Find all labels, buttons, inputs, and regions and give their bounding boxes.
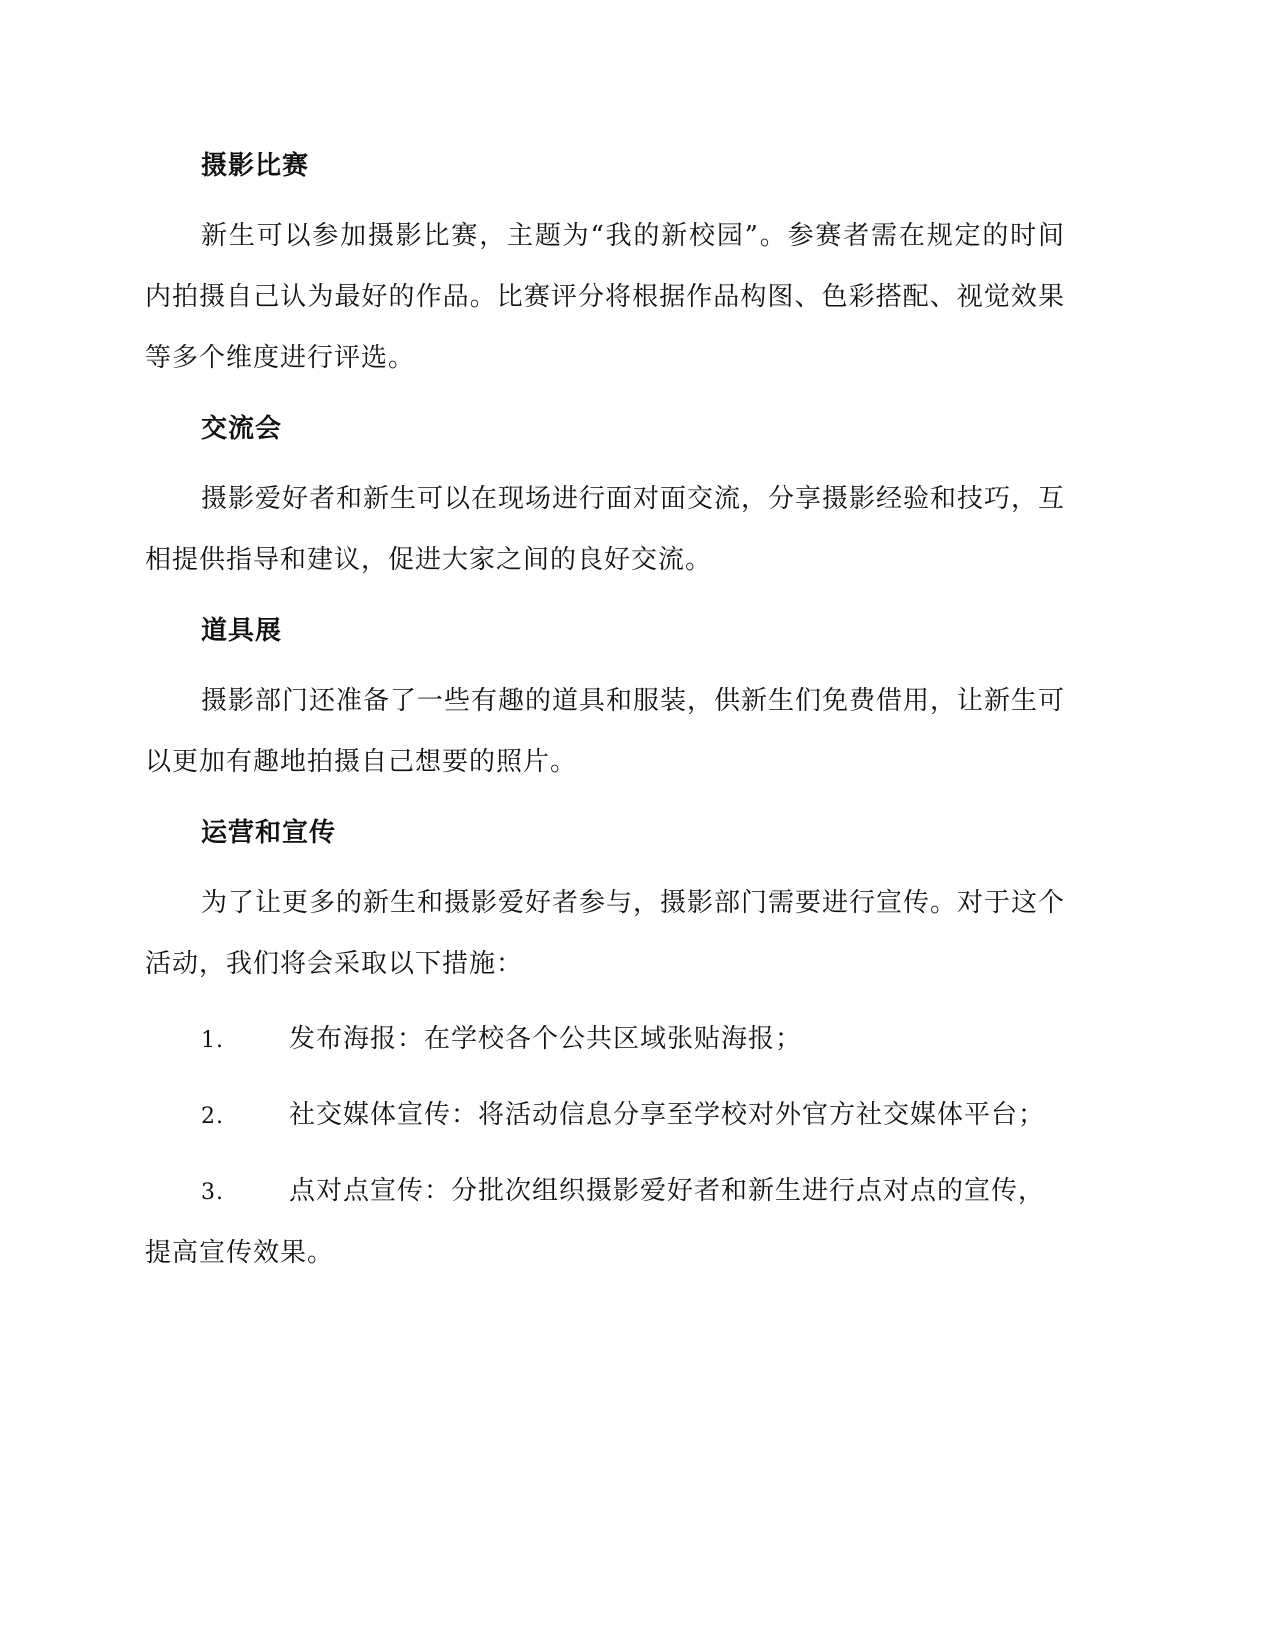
heading-props-exhibition: 道具展 bbox=[201, 616, 283, 646]
paragraph-props-exhibition: 摄影部门还准备了一些有趣的道具和服装，供新生们免费借用，让新生可以更加有趣地拍摄自己想要的照片。 bbox=[145, 686, 1066, 777]
list-text: 点对点宣传：分批次组织摄影爱好者和新生进行点对点的宣传，提高宣传效果。 bbox=[145, 1176, 1046, 1268]
list-item bbox=[145, 1009, 1065, 1071]
document-body bbox=[145, 140, 1065, 1298]
list-number: 3. bbox=[201, 1180, 224, 1205]
heading-exchange-meeting: 交流会 bbox=[201, 414, 283, 444]
paragraph-photo-contest: 新生可以参加摄影比赛，主题为“我的新校园”。参赛者需在规定的时间内拍摄自己认为最好的作品。比赛评分将根据作品构图、色彩搭配、视觉效果等多个维度进行评选。 bbox=[145, 221, 1065, 373]
list-item bbox=[145, 1161, 1065, 1284]
heading-operation-promotion: 运营和宣传 bbox=[201, 818, 337, 848]
list-number: 1. bbox=[201, 1028, 224, 1053]
promotion-measures-list bbox=[145, 1009, 1065, 1284]
paragraph-operation-promotion: 为了让更多的新生和摄影爱好者参与，摄影部门需要进行宣传。对于这个活动，我们将会采取以下措施： bbox=[145, 888, 1066, 979]
list-item bbox=[145, 1085, 1065, 1147]
list-number: 2. bbox=[201, 1104, 224, 1129]
paragraph-exchange-meeting: 摄影爱好者和新生可以在现场进行面对面交流，分享摄影经验和技巧，互相提供指导和建议，促进大家之间的良好交流。 bbox=[145, 484, 1066, 575]
list-text: 发布海报：在学校各个公共区域张贴海报； bbox=[289, 1024, 803, 1054]
list-text: 社交媒体宣传：将活动信息分享至学校对外官方社交媒体平台； bbox=[289, 1100, 1046, 1130]
heading-photo-contest: 摄影比赛 bbox=[201, 151, 310, 181]
